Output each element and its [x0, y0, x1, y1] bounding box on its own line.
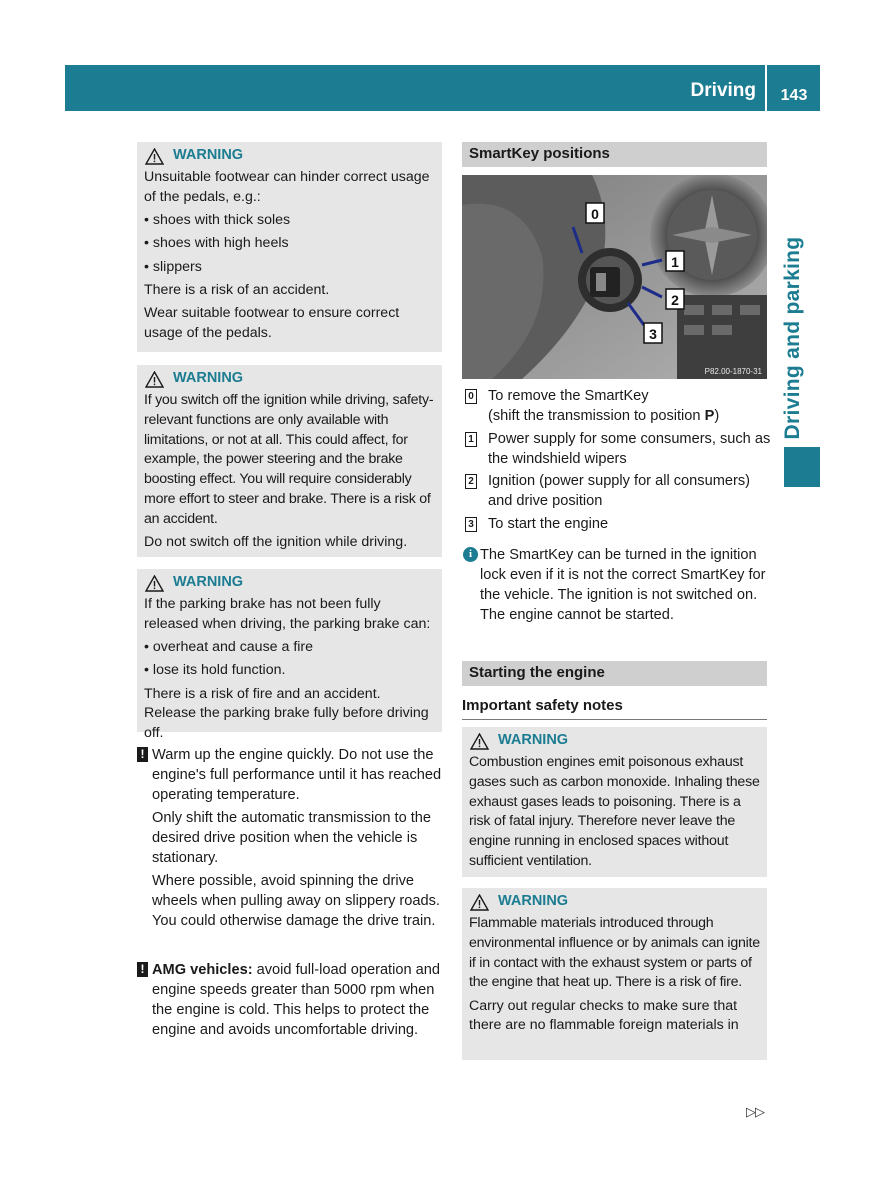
position-number: 3: [465, 517, 477, 532]
warning-triangle-icon: [470, 894, 489, 911]
info-icon: i: [463, 547, 478, 562]
section-heading-smartkey: SmartKey positions: [462, 142, 767, 167]
continue-arrows: ▷▷: [746, 1104, 764, 1119]
list-item: • shoes with thick soles: [144, 212, 291, 229]
warning-heading: [144, 144, 435, 168]
callout-3: 3: [649, 326, 657, 342]
ignition-lock-illustration: [462, 175, 767, 379]
position-number: 0: [465, 389, 477, 404]
warning-heading: [469, 729, 760, 753]
list-item: 0 To remove the SmartKey (shift the transmission to position P): [463, 386, 771, 426]
warning-flammable: [462, 888, 767, 1060]
position-number: 2: [465, 474, 477, 489]
callout-0: 0: [591, 206, 599, 222]
warning-heading: [469, 890, 760, 914]
info-note: i The SmartKey can be turned in the ignition lock even if it is not the correct SmartKey for the vehicle. The ignition is not switched on. The engine cannot be started.: [463, 545, 771, 625]
warning-text: Flammable materials introduced through environmental influence or by animals can ignite if in contact with the exhaust system or parts of the engine that heat up. There is a risk of fire.: [469, 915, 760, 991]
warning-advice: Do not switch off the ignition while driving.: [144, 534, 408, 551]
page-title: Driving: [690, 80, 756, 101]
warning-title: WARNING: [173, 574, 244, 591]
list-item: 2 Ignition (power supply for all consumers) and drive position: [463, 471, 771, 511]
exclamation-icon: !: [137, 747, 148, 762]
list-item: • lose its hold function.: [144, 662, 286, 679]
warning-parking-brake: [137, 569, 442, 742]
list-item: • shoes with high heels: [144, 235, 289, 252]
header-divider: [765, 65, 767, 111]
warning-triangle-icon: [470, 733, 489, 750]
warning-text: Combustion engines emit poisonous exhaust gases such as carbon monoxide. Inhaling these exhaust gases leads to poisoning. There is a risk of fatal injury. Therefore never leave the engine running in enclosed spaces without sufficient ventilation.: [469, 754, 760, 869]
warning-risk: There is a risk of an accident.: [144, 281, 330, 298]
note-text: AMG vehicles: avoid full-load operation and engine speeds greater than 5000 rpm when the engine is cold. This helps to protect the engine and avoids uncomfortable driving.: [152, 962, 440, 1038]
chapter-tab-label: Driving and parking: [781, 236, 804, 439]
list-item: • slippers: [144, 258, 202, 275]
warning-exhaust: [462, 727, 767, 877]
smartkey-photo: [462, 175, 767, 379]
note-text: Warm up the engine quickly. Do not use the engine's full performance until it has reached operating temperature.: [152, 747, 442, 803]
chapter-tab-marker: [784, 447, 820, 487]
page-number: 143: [780, 87, 808, 104]
warning-title: WARNING: [498, 893, 569, 910]
warning-triangle-icon: [145, 575, 164, 592]
subsection-heading: Important safety notes: [462, 696, 767, 720]
warning-heading: [144, 571, 435, 595]
note-text: Where possible, avoid spinning the drive wheels when pulling away on slippery roads. You could otherwise damage the drive train.: [152, 873, 440, 929]
smartkey-positions-list: [463, 386, 771, 536]
callout-1: 1: [671, 254, 679, 270]
warning-title: WARNING: [173, 370, 244, 387]
warning-title: WARNING: [173, 147, 244, 164]
warning-footwear: [137, 142, 442, 352]
warning-advice: Wear suitable footwear to ensure correct usage of the pedals.: [144, 305, 400, 342]
warning-triangle-icon: [145, 371, 164, 388]
note-warm-up: [137, 745, 445, 934]
warning-text: If the parking brake has not been fully released when driving, the parking brake can:: [144, 596, 431, 632]
warning-triangle-icon: [145, 148, 164, 165]
exclamation-icon: !: [137, 962, 148, 977]
figure-code: P82.00-1870-31: [704, 367, 762, 376]
warning-text: If you switch off the ignition while driving, safety-relevant functions are only available with limitations, or not at all. This could affect, for example, the power steering and the brake boosting effect. You will require considerably more effort to steer and brake. There is a risk of an accident.: [144, 392, 434, 527]
warning-text: Unsuitable footwear can hinder correct usage of the pedals, e.g.:: [144, 169, 430, 205]
list-item: 1 Power supply for some consumers, such as the windshield wipers: [463, 429, 771, 469]
chapter-tab: [775, 235, 811, 440]
note-amg: [137, 960, 445, 1043]
position-number: 1: [465, 432, 477, 447]
warning-advice: There is a risk of fire and an accident. Release the parking brake fully before driving off.: [144, 685, 429, 742]
list-item: 3 To start the engine: [463, 514, 771, 534]
section-heading-starting: Starting the engine: [462, 661, 767, 686]
warning-title: WARNING: [498, 732, 569, 749]
warning-advice: Carry out regular checks to make sure that there are no flammable foreign materials in: [469, 997, 739, 1034]
warning-ignition: [137, 365, 442, 557]
note-text: Only shift the automatic transmission to the desired drive position when the vehicle is stationary.: [152, 810, 432, 866]
list-item: • overheat and cause a fire: [144, 639, 314, 656]
callout-2: 2: [671, 292, 679, 308]
warning-heading: [144, 367, 435, 391]
